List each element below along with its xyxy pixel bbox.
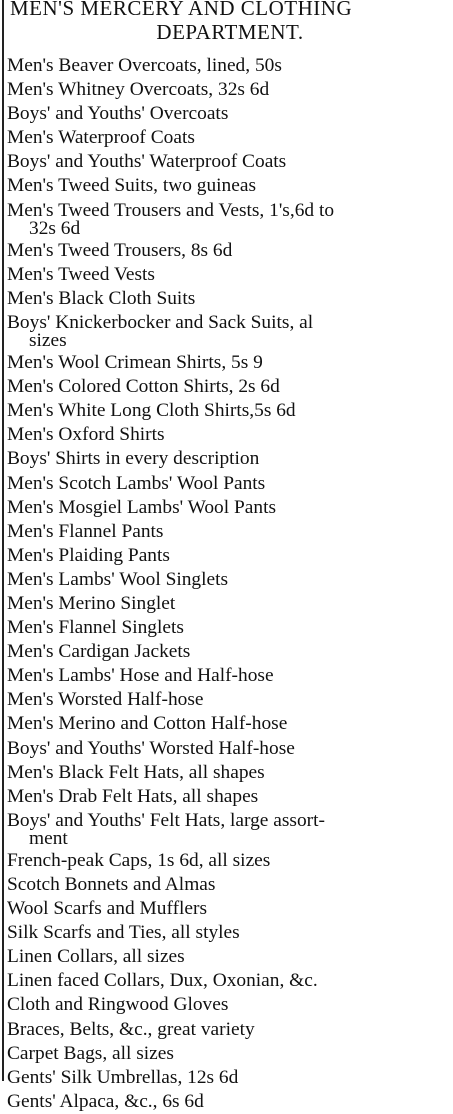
list-item <box>7 447 451 471</box>
list-item-text: Men's Merino and Cotton Half-hose <box>7 713 288 735</box>
list-item <box>7 375 451 399</box>
list-item <box>7 423 451 447</box>
list-item <box>7 785 451 809</box>
list-item-text: Men's White Long Cloth Shirts,5s 6d <box>7 400 296 422</box>
list-item <box>7 126 451 150</box>
list-item <box>7 737 451 761</box>
list-item <box>7 1090 451 1114</box>
list-item-text: Men's Tweed Suits, two guineas <box>7 175 256 197</box>
list-item-text: Scotch Bonnets and Almas <box>7 874 216 895</box>
list-item-text: Men's Whitney Overcoats, 32s 6d <box>7 79 270 101</box>
list-item <box>7 520 451 544</box>
list-item <box>7 54 451 78</box>
list-item-text: Gents' Alpaca, &c., 6s 6d <box>7 1090 204 1112</box>
list-item-text: Men's Lambs' Wool Singlets <box>7 568 229 590</box>
list-item <box>7 472 451 496</box>
item-list <box>7 54 451 1114</box>
department-heading <box>10 0 450 44</box>
list-item <box>7 809 451 849</box>
list-item-text: Wool Scarfs and Mufflers <box>7 898 208 920</box>
list-item-text: Silk Scarfs and Ties, all styles <box>7 922 240 944</box>
list-item <box>7 921 451 945</box>
list-item-text: Men's Lambs' Hose and Half-hose <box>7 665 274 687</box>
list-item <box>7 688 451 712</box>
list-item-text: Men's Merino Singlet <box>7 592 176 614</box>
list-item-continuation: 32s 6d <box>29 217 81 239</box>
list-item-text: Men's Waterproof Coats <box>7 127 195 149</box>
list-item-text: Men's Flannel Singlets <box>7 617 184 639</box>
list-item <box>7 199 451 239</box>
heading-line-2: DEPARTMENT. <box>156 20 304 44</box>
list-item <box>7 616 451 640</box>
list-item-text: Boys' and Youths' Waterproof Coats <box>7 151 287 173</box>
list-item-text: French-peak Caps, 1s 6d, all sizes <box>7 849 271 871</box>
list-item <box>7 712 451 736</box>
list-item-text: Men's Plaiding Pants <box>7 544 170 566</box>
list-item-text: Men's Cardigan Jackets <box>7 641 191 663</box>
list-item-text: Carpet Bags, all sizes <box>7 1042 174 1064</box>
list-item-text: Men's Flannel Pants <box>7 520 164 542</box>
list-item-text: Linen Collars, all sizes <box>7 946 185 968</box>
column-rule <box>2 0 4 1081</box>
list-item <box>7 1042 451 1066</box>
list-item-text: Men's Black Felt Hats, all shapes <box>7 761 265 783</box>
list-item-text: Men's Tweed Trousers, 8s 6d <box>7 239 233 261</box>
list-item-text: Men's Black Cloth Suits <box>7 287 196 309</box>
list-item <box>7 174 451 198</box>
list-item-continuation: sizes <box>29 330 67 352</box>
list-item <box>7 287 451 311</box>
list-item-text: Men's Beaver Overcoats, lined, 50s <box>7 55 282 76</box>
list-item <box>7 849 451 873</box>
list-item-text: Men's Drab Felt Hats, all shapes <box>7 785 259 807</box>
list-item <box>7 897 451 921</box>
list-item-text: Boys' Shirts in every description <box>7 448 260 470</box>
list-item-text: Men's Wool Crimean Shirts, 5s 9 <box>7 352 263 374</box>
list-item-text: Boys' and Youths' Felt Hats, large assort- <box>7 809 325 831</box>
list-item-text: Men's Scotch Lambs' Wool Pants <box>7 472 266 494</box>
list-item-text: Gents' Silk Umbrellas, 12s 6d <box>7 1066 239 1088</box>
list-item <box>7 664 451 688</box>
list-item <box>7 496 451 520</box>
list-item-text: Boys' and Youths' Overcoats <box>7 103 229 125</box>
list-item-text: Linen faced Collars, Dux, Oxonian, &c. <box>7 970 318 992</box>
list-item <box>7 351 451 375</box>
list-item <box>7 761 451 785</box>
list-item <box>7 993 451 1017</box>
list-item <box>7 544 451 568</box>
list-item <box>7 239 451 263</box>
list-item-text: Men's Mosgiel Lambs' Wool Pants <box>7 496 276 518</box>
list-item-text: Men's Oxford Shirts <box>7 424 165 446</box>
list-item <box>7 969 451 993</box>
list-item-text: Men's Worsted Half-hose <box>7 689 204 711</box>
list-item-text: Braces, Belts, &c., great variety <box>7 1018 255 1040</box>
list-item-text: Men's Tweed Trousers and Vests, 1's,6d to <box>7 199 335 221</box>
list-item-continuation: ment <box>29 827 68 849</box>
list-item <box>7 873 451 897</box>
list-item <box>7 311 451 351</box>
list-item <box>7 399 451 423</box>
list-item-text: Men's Tweed Vests <box>7 263 155 285</box>
list-item <box>7 102 451 126</box>
list-item-text: Men's Colored Cotton Shirts, 2s 6d <box>7 376 280 398</box>
list-item <box>7 78 451 102</box>
list-item <box>7 592 451 616</box>
list-item-text: Cloth and Ringwood Gloves <box>7 994 229 1016</box>
heading-line-1: MEN'S MERCERY AND CLOTHING <box>10 0 353 20</box>
list-item <box>7 150 451 174</box>
list-item-text: Boys' Knickerbocker and Sack Suits, al <box>7 311 314 333</box>
list-item <box>7 568 451 592</box>
list-item <box>7 263 451 287</box>
list-item <box>7 945 451 969</box>
list-item <box>7 640 451 664</box>
list-item-text: Boys' and Youths' Worsted Half-hose <box>7 737 295 759</box>
list-item <box>7 1066 451 1090</box>
list-item <box>7 1018 451 1042</box>
